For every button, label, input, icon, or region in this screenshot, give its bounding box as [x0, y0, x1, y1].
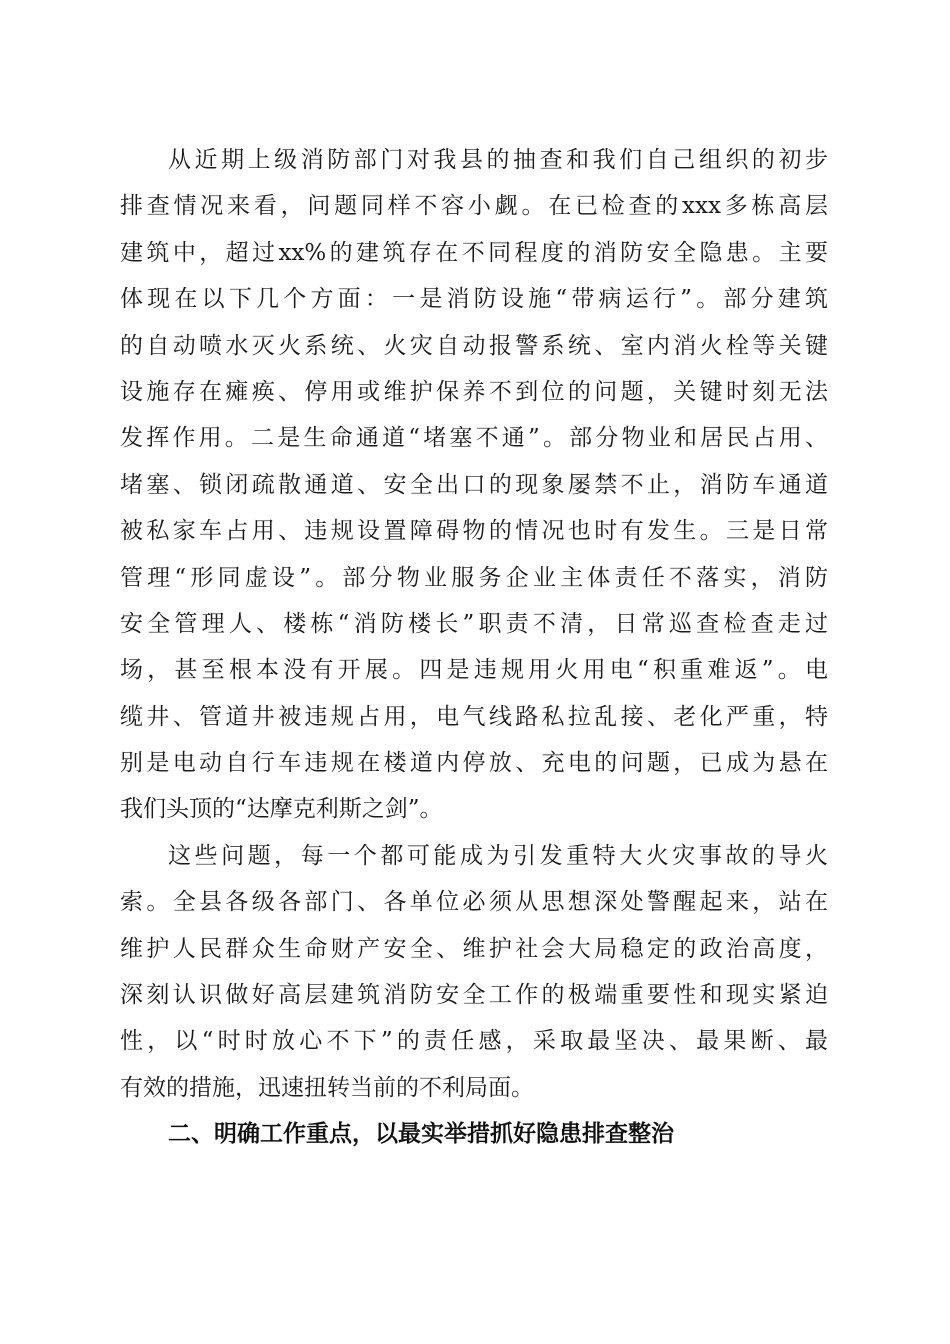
paragraph-line: 体现在以下几个方面：一是消防设施“带病运行”。部分建筑 — [120, 286, 828, 313]
paragraph-line: 维护人民群众生命财产安全、维护社会大局稳定的政治高度， — [120, 935, 828, 962]
paragraph-line: 我们头顶的“达摩克利斯之剑”。 — [120, 796, 443, 823]
paragraph-line: 管理“形同虚设”。部分物业服务企业主体责任不落实，消防 — [120, 564, 828, 591]
paragraph-line: 发挥作用。二是生命通道“堵塞不通”。部分物业和居民占用、 — [120, 425, 828, 452]
paragraph-line: 排查情况来看，问题同样不容小觑。在已检查的xxx多栋高层 — [120, 193, 828, 220]
paragraph-line: 堵塞、锁闭疏散通道、安全出口的现象屡禁不止，消防车通道 — [120, 471, 828, 498]
paragraph-line: 场，甚至根本没有开展。四是违规用火用电“积重难返”。电 — [120, 657, 828, 684]
paragraph-line: 缆井、管道井被违规占用，电气线路私拉乱接、老化严重，特 — [120, 703, 828, 730]
paragraph-line: 被私家车占用、违规设置障碍物的情况也时有发生。三是日常 — [120, 518, 828, 545]
paragraph-line: 的自动喷水灭火系统、火灾自动报警系统、室内消火栓等关键 — [120, 332, 828, 359]
document-body — [120, 137, 828, 1158]
paragraph-line: 深刻认识做好高层建筑消防安全工作的极端重要性和现实紧迫 — [120, 982, 828, 1009]
paragraph-line: 安全管理人、楼栋“消防楼长”职责不清，日常巡查检查走过 — [120, 610, 828, 637]
paragraph-line: 这些问题，每一个都可能成为引发重特大火灾事故的导火 — [168, 842, 828, 869]
paragraph-line: 性，以“时时放心不下”的责任感，采取最坚决、最果断、最 — [120, 1028, 828, 1055]
paragraph-line: 别是电动自行车违规在楼道内停放、充电的问题，已成为悬在 — [120, 750, 828, 777]
paragraph-line: 有效的措施，迅速扭转当前的不利局面。 — [120, 1074, 534, 1101]
paragraph-line: 设施存在瘫痪、停用或维护保养不到位的问题，关键时刻无法 — [120, 378, 828, 405]
paragraph-line: 建筑中，超过xx%的建筑存在不同程度的消防安全隐患。主要 — [120, 239, 828, 266]
paragraph-1 — [120, 137, 828, 833]
paragraph-line: 从近期上级消防部门对我县的抽查和我们自己组织的初步 — [168, 147, 828, 173]
paragraph-2 — [120, 833, 828, 1111]
section-heading: 二、明确工作重点，以最实举措抓好隐患排查整治 — [168, 1121, 674, 1148]
paragraph-line: 索。全县各级各部门、各单位必须从思想深处警醒起来，站在 — [120, 889, 828, 916]
